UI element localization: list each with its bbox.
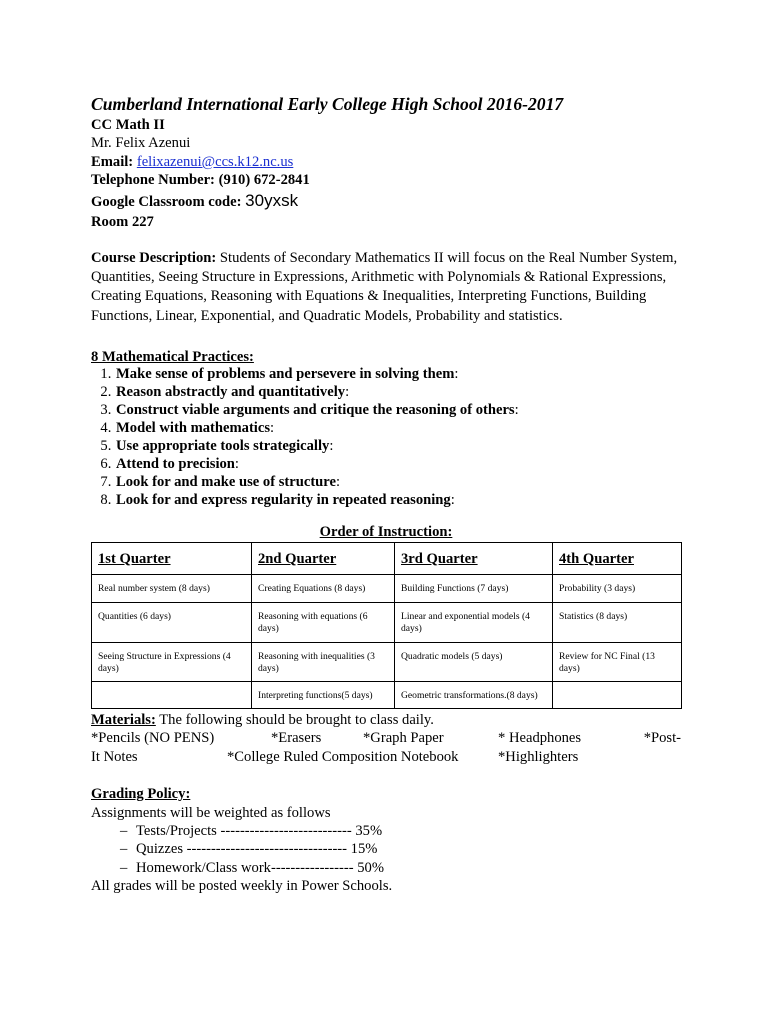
table-cell: Seeing Structure in Expressions (4 days) (92, 642, 252, 681)
materials-row-1 (91, 729, 681, 747)
table-cell: Geometric transformations.(8 days) (395, 681, 553, 708)
table-cell: Linear and exponential models (4 days) (395, 602, 553, 642)
course-description (91, 249, 681, 326)
materials-section (91, 711, 681, 766)
teacher-name: Mr. Felix Azenui (91, 135, 191, 152)
table-cell: Probability (3 days) (553, 574, 682, 602)
grading-list (91, 822, 681, 877)
telephone-line (91, 171, 681, 189)
grading-intro: Assignments will be weighted as follows (91, 804, 331, 821)
table-cell: Statistics (8 days) (553, 602, 682, 642)
room-number: Room 227 (91, 213, 154, 230)
header-cell: 4th Quarter (553, 542, 682, 574)
grading-item: – Tests/Projects --------------------------- 35% (91, 822, 681, 840)
table-row (92, 602, 682, 642)
header-cell: 1st Quarter (92, 542, 252, 574)
table-row (92, 642, 682, 681)
materials-label: Materials: (91, 711, 156, 728)
course-name: CC Math II (91, 117, 165, 133)
practice-item: 1. Make sense of problems and persevere in solving them: (115, 366, 681, 384)
header-cell: 3rd Quarter (395, 542, 553, 574)
table-cell: Reasoning with equations (6 days) (252, 602, 395, 642)
practice-item: 7. Look for and make use of structure: (115, 474, 681, 492)
material-pencils: *Pencils (NO PENS) (91, 730, 215, 747)
practice-item: 8. Look for and express regularity in repeated reasoning: (115, 492, 681, 510)
grading-footer: All grades will be posted weekly in Power Schools. (91, 878, 393, 895)
email-label: Email: (91, 153, 134, 170)
material-headphones: * Headphones (498, 730, 582, 747)
practice-item: 5. Use appropriate tools strategically: (115, 438, 681, 456)
practices-list (91, 366, 681, 509)
course-description-text: Students of Secondary Mathematics II will focus on the Real Number System, Quantities, Seeing Structure in Expressions, Arithmetic with Polynomials & Rational Expressions, Creating Equations, Reasoning with Equations & Inequalities, Interpreting Functions, Building Functions, Linear, Exponential, and Quadratic Models, Probability and statistics. (91, 250, 678, 324)
materials-heading (91, 711, 681, 729)
email-link[interactable]: felixazenui@ccs.k12.nc.us (136, 153, 294, 170)
material-graph-paper: *Graph Paper (363, 730, 444, 747)
table-cell: Quadratic models (5 days) (395, 642, 553, 681)
table-cell: Real number system (8 days) (92, 574, 252, 602)
classroom-label: Google Classroom code: (91, 193, 242, 210)
grading-item: – Homework/Class work----------------- 50% (91, 859, 681, 877)
materials-intro: The following should be brought to class daily. (159, 711, 434, 728)
grading-title: Grading Policy: (91, 786, 191, 803)
email-line (91, 153, 681, 171)
material-highlighters: *Highlighters (498, 748, 579, 765)
telephone-number: (910) 672-2841 (218, 172, 310, 189)
classroom-code: 30yxsk (245, 190, 299, 210)
header-cell: 2nd Quarter (252, 542, 395, 574)
table-cell (92, 681, 252, 708)
syllabus-content (91, 93, 681, 896)
practice-item: 2. Reason abstractly and quantitatively: (115, 384, 681, 402)
material-post-it-cont: It Notes (91, 748, 138, 765)
classroom-line (91, 190, 681, 213)
material-erasers: *Erasers (271, 730, 322, 747)
table-cell: Building Functions (7 days) (395, 574, 553, 602)
table-header-row (92, 542, 682, 574)
order-of-instruction-table (91, 542, 682, 709)
telephone-label: Telephone Number: (91, 172, 215, 189)
table-cell: Creating Equations (8 days) (252, 574, 395, 602)
math-practices (91, 348, 681, 510)
table-cell (553, 681, 682, 708)
order-of-instruction-title: Order of Instruction: (319, 523, 453, 540)
practice-item: 4. Model with mathematics: (115, 420, 681, 438)
table-cell: Interpreting functions(5 days) (252, 681, 395, 708)
materials-row-2 (91, 748, 681, 766)
material-post-it: *Post- (643, 730, 681, 747)
school-title: Cumberland International Early College High School 2016-2017 (91, 94, 564, 114)
table-cell: Reasoning with inequalities (3 days) (252, 642, 395, 681)
practices-title: 8 Mathematical Practices: (91, 348, 254, 365)
table-row (92, 681, 682, 708)
table-row (92, 574, 682, 602)
practice-item: 3. Construct viable arguments and critique the reasoning of others: (115, 402, 681, 420)
material-notebook: *College Ruled Composition Notebook (227, 748, 459, 765)
grading-section (91, 785, 681, 895)
practice-item: 6. Attend to precision: (115, 456, 681, 474)
course-description-label: Course Description: (91, 250, 217, 267)
grading-item: – Quizzes --------------------------------- 15% (91, 840, 681, 858)
table-cell: Review for NC Final (13 days) (553, 642, 682, 681)
table-cell: Quantities (6 days) (92, 602, 252, 642)
